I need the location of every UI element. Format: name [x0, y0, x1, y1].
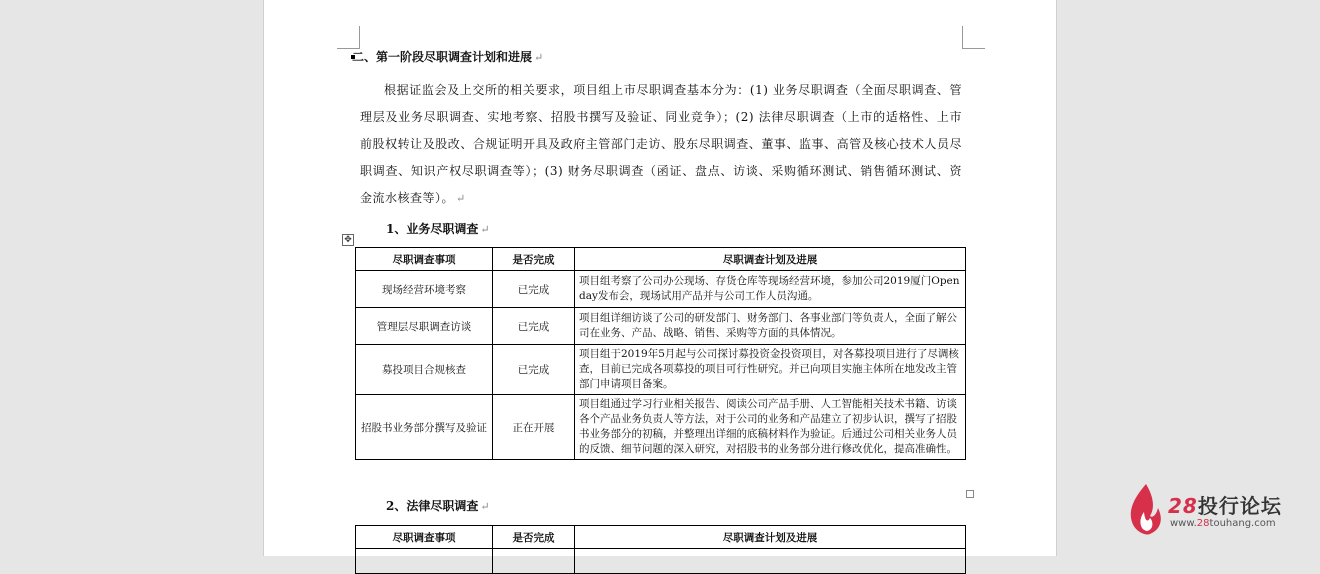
- table-row: [356, 345, 966, 395]
- cell-plan[interactable]: 项目组考察了公司办公现场、存货仓库等现场经营环境，参加公司2019厦门Open day发布会，现场试用产品并与公司工作人员沟通。: [575, 271, 966, 308]
- table-row: [356, 395, 966, 460]
- cell-done[interactable]: 已完成: [493, 345, 575, 395]
- flame-icon: [1126, 482, 1166, 538]
- cell-item[interactable]: 现场经营环境考察: [356, 271, 493, 308]
- forum-logo: [1126, 482, 1316, 538]
- table-row: [356, 308, 966, 345]
- cell-plan[interactable]: [575, 549, 966, 574]
- logo-number: 28: [1168, 494, 1198, 518]
- table-row: [356, 549, 966, 574]
- cell-done[interactable]: 正在开展: [493, 395, 575, 460]
- table-move-handle-icon[interactable]: ✥: [342, 234, 354, 246]
- header-done: 是否完成: [493, 248, 575, 271]
- header-plan: 尽职调查计划及进展: [575, 248, 966, 271]
- table-resize-handle[interactable]: [966, 490, 974, 498]
- cell-item[interactable]: 募投项目合规核查: [356, 345, 493, 395]
- cell-item[interactable]: 管理层尽职调查访谈: [356, 308, 493, 345]
- cell-plan[interactable]: 项目组于2019年5月起与公司探讨募投资金投资项目，对各募投项目进行了尽调核查，目前已完成各项募投的项目可行性研究。并已向项目实施主体所在地发改主管部门申请项目备案。: [575, 345, 966, 395]
- table-row: [356, 271, 966, 308]
- table-header-row: [356, 248, 966, 271]
- crop-mark-top-right: [962, 26, 985, 49]
- subheading-business-text: 1、业务尽职调查: [386, 222, 479, 236]
- subheading-legal[interactable]: 2、法律尽职调查 ↵: [386, 499, 490, 513]
- logo-brand: [1168, 490, 1282, 519]
- intro-paragraph-text: 根据证监会及上交所的相关要求，项目组上市尽职调查基本分为：(1) 业务尽职调查（全面尽职调查、管理层及业务尽职调查、实地考察、招股书撰写及验证、同业竞争）；(2) 法律尽职调查（上市的适格性、上市前股权转让及股改、合规证明开具及政府主管部门走访、股东尽职调查、董事、监事、高管及核心技术人员尽职调查、知识产权尽职调查等）；(3) 财务尽职调查（函证、盘点、访谈、采购循环测试、销售循环测试、资金流水核查等）。: [360, 83, 962, 205]
- cell-done[interactable]: [493, 549, 575, 574]
- header-item: 尽职调查事项: [356, 526, 493, 549]
- table-header-row: [356, 526, 966, 549]
- subheading-business[interactable]: 1、业务尽职调查 ↵: [386, 222, 490, 236]
- logo-url: www.28touhang.com: [1170, 518, 1276, 529]
- cell-item[interactable]: [356, 549, 493, 574]
- cell-plan[interactable]: 项目组通过学习行业相关报告、阅读公司产品手册、人工智能相关技术书籍、访谈各个产品业务负责人等方法，对于公司的业务和产品建立了初步认识，撰写了招股书业务部分的初稿，并整理出详细的底稿材料作为验证。后通过公司相关业务人员的反馈、细节问题的深入研究，对招股书的业务部分进行修改优化，提高准确性。: [575, 395, 966, 460]
- header-done: 是否完成: [493, 526, 575, 549]
- legal-dd-table: [355, 525, 966, 574]
- section-heading-text: 二、第一阶段尽职调查计划和进展: [352, 50, 533, 64]
- subheading-legal-text: 2、法律尽职调查: [386, 499, 479, 513]
- business-dd-table: [355, 247, 966, 460]
- section-heading[interactable]: 二、第一阶段尽职调查计划和进展 ↵: [352, 50, 544, 64]
- crop-mark-top-left: [337, 26, 360, 49]
- header-plan: 尽职调查计划及进展: [575, 526, 966, 549]
- intro-paragraph[interactable]: 根据证监会及上交所的相关要求，项目组上市尽职调查基本分为：(1) 业务尽职调查（全面尽职调查、管理层及业务尽职调查、实地考察、招股书撰写及验证、同业竞争）；(2) 法律尽职调查（上市的适格性、上市前股权转让及股改、合规证明开具及政府主管部门走访、股东尽职调查、董事、监事、高管及核心技术人员尽职调查、知识产权尽职调查等）；(3) 财务尽职调查（函证、盘点、访谈、采购循环测试、销售循环测试、资金流水核查等）。 ↵: [360, 83, 962, 205]
- cell-done[interactable]: 已完成: [493, 308, 575, 345]
- logo-name: 投行论坛: [1197, 494, 1282, 518]
- header-item: 尽职调查事项: [356, 248, 493, 271]
- document-page: [263, 0, 1057, 556]
- cell-plan[interactable]: 项目组详细访谈了公司的研发部门、财务部门、各事业部门等负责人，全面了解公司在业务、产品、战略、销售、采购等方面的具体情况。: [575, 308, 966, 345]
- cell-item[interactable]: 招股书业务部分撰写及验证: [356, 395, 493, 460]
- cell-done[interactable]: 已完成: [493, 271, 575, 308]
